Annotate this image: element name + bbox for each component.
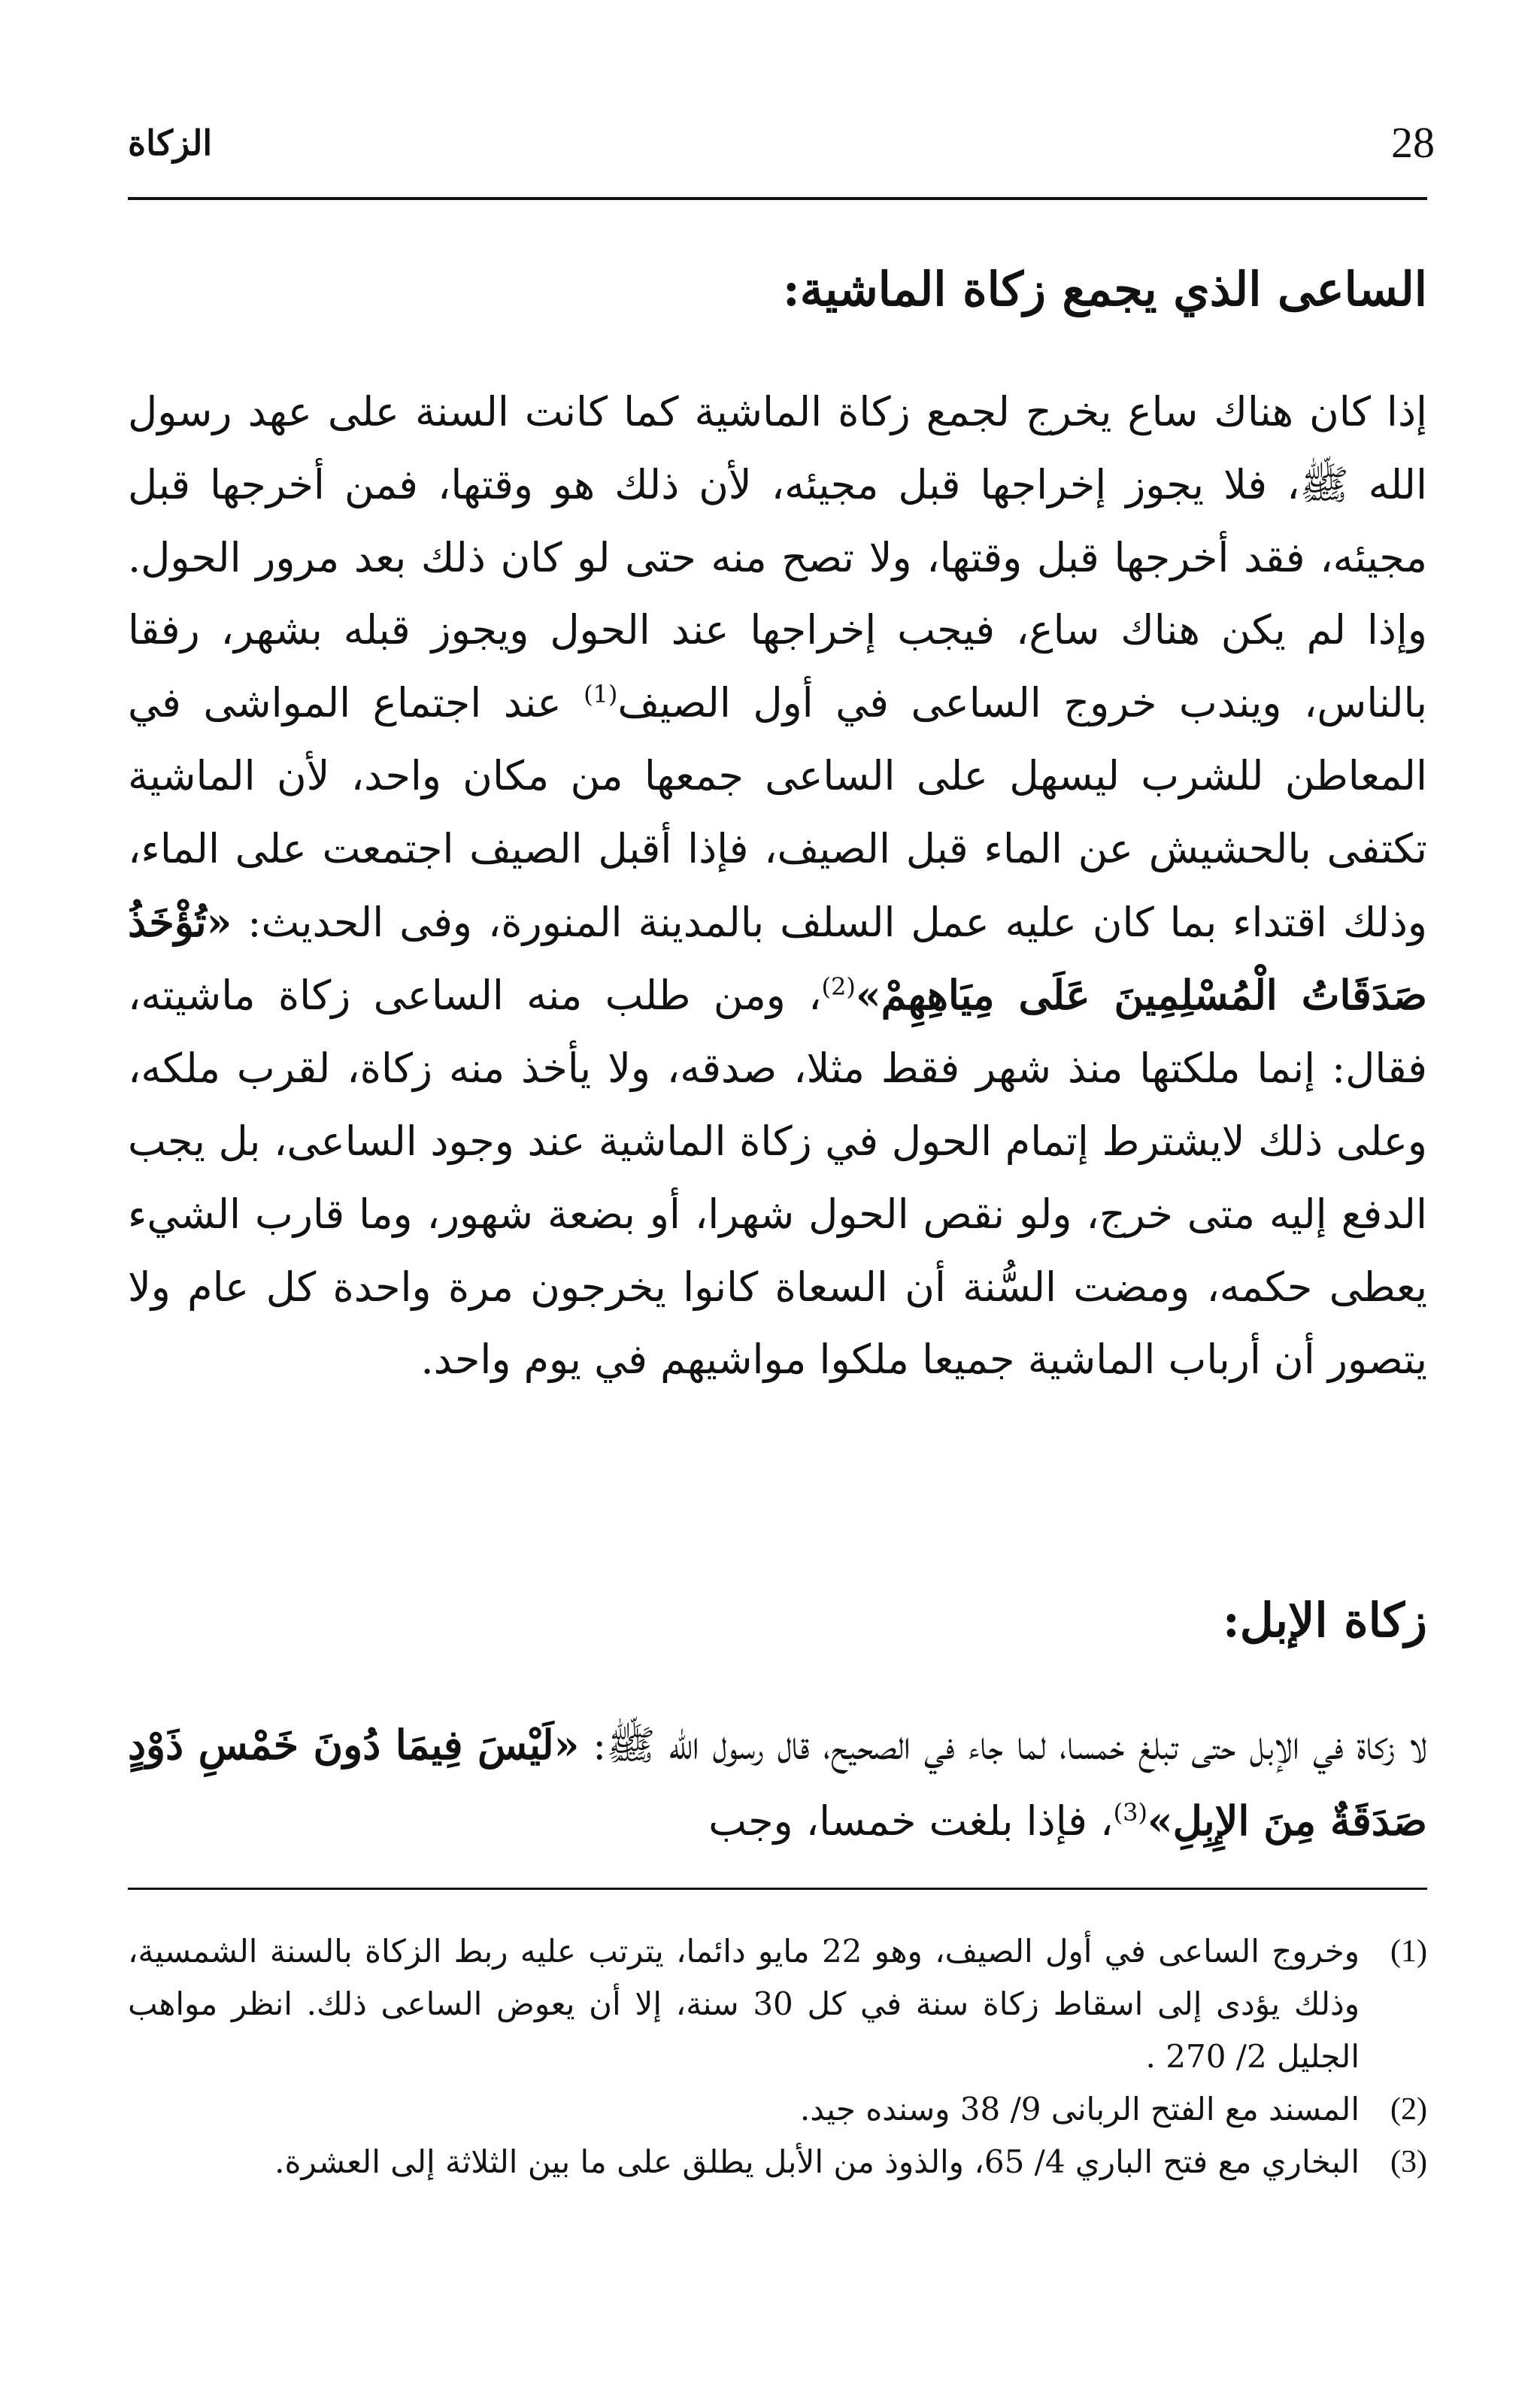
footnote-rule [128,1888,1427,1890]
footnote-ref-1[interactable]: (1) [584,680,618,709]
footnote-item [128,2136,1427,2188]
section-heading-ibil: زكاة الإبل: [1222,1593,1427,1648]
footnote-item [128,2083,1427,2136]
paragraph-text: ، فإذا بلغت خمسا، وجب [708,1797,1114,1845]
running-header [128,113,1435,180]
paragraph-text: ، ومن طلب منه الساعى زكاة ماشيته، فقال: إنما ملكتها منذ شهر فقط مثلا، صدقه، ولا يأخذ منه زكاة، لقرب ملكه، وعلى ذلك لايشترط إتمام الحول في زكاة الماشية عند وجود الساعى، بل يجب الدفع إليه متى خرج، ولو نقص الحول شهرا، أو بضعة شهور، وما قارب الشيء يعطى حكمه، ومضت السُّنة أن السعاة كانوا يخرجون مرة واحدة كل عام ولا يتصور أن أرباب الماشية جميعا ملكوا مواشيهم في يوم واحد. [128,972,1427,1384]
section-heading-sai: الساعى الذي يجمع زكاة الماشية: [782,262,1427,317]
paragraph-text: لا زكاة في الإبل حتى تبلغ خمسا، لما جاء في الصحيح، قال رسول الله ﷺ: [579,1721,1427,1769]
hadith-quote: «لَيْسَ فِيمَا دُونَ خَمْسِ ذَوْدٍ صَدَقَةٌ مِنَ الإِبِلِ» [128,1721,1427,1845]
footnote-text: البخاري مع فتح الباري 4/ 65، والذوذ من الأبل يطلق على ما بين الثلاثة إلى العشرة. [274,2143,1360,2180]
footnotes [128,1925,1427,2188]
footnote-ref-2[interactable]: (2) [821,972,856,1002]
page-number: 28 [1391,118,1435,167]
running-title: الزكاة [128,123,213,163]
paragraph-ibil [128,1707,1427,1859]
footnote-marker: (2) [1390,2092,1427,2127]
footnote-marker: (1) [1390,1934,1427,1969]
paragraph-text: إذا كان هناك ساع يخرج لجمع زكاة الماشية كما كانت السنة على عهد رسول الله ﷺ، فلا يجوز إخراجها قبل مجيئه، لأن ذلك هو وقتها، فمن أخرجها قبل مجيئه، فقد أخرجها قبل وقتها، ولا تصح منه حتى لو كان ذلك بعد مرور الحول. وإذا لم يكن هناك ساع، فيجب إخراجها عند الحول ويجوز قبله بشهر، رفقا بالناس، ويندب خروج الساعى في أول الصيف [128,388,1427,727]
footnote-ref-3[interactable]: (3) [1113,1798,1147,1827]
footnote-item [128,1925,1427,2083]
hadith-quote: «تُؤْخَذُ صَدَقَاتُ الْمُسْلِمِينَ عَلَى مِيَاهِهِمْ» [128,897,1427,1020]
footnote-text: وخروج الساعى في أول الصيف، وهو 22 مايو دائما، يترتب عليه ربط الزكاة بالسنة الشمسية، وذلك يؤدى إلى اسقاط زكاة سنة في كل 30 سنة، إلا أن يعوض الساعى ذلك. انظر مواهب الجليل 2/ 270 . [128,1933,1360,2075]
paragraph-sai [128,376,1427,1397]
header-rule [128,197,1427,200]
footnote-marker: (3) [1390,2145,1427,2179]
paragraph-text: عند اجتماع المواشى في المعاطن للشرب ليسهل على الساعى جمعها من مكان واحد، لأن الماشية تكتفى بالحشيش عن الماء قبل الصيف، فإذا أقبل الصيف اجتمعت على الماء، وذلك اقتداء بما كان عليه عمل السلف بالمدينة المنورة، وفى الحديث: [128,679,1427,946]
footnote-text: المسند مع الفتح الربانى 9/ 38 وسنده جيد. [799,2091,1360,2128]
